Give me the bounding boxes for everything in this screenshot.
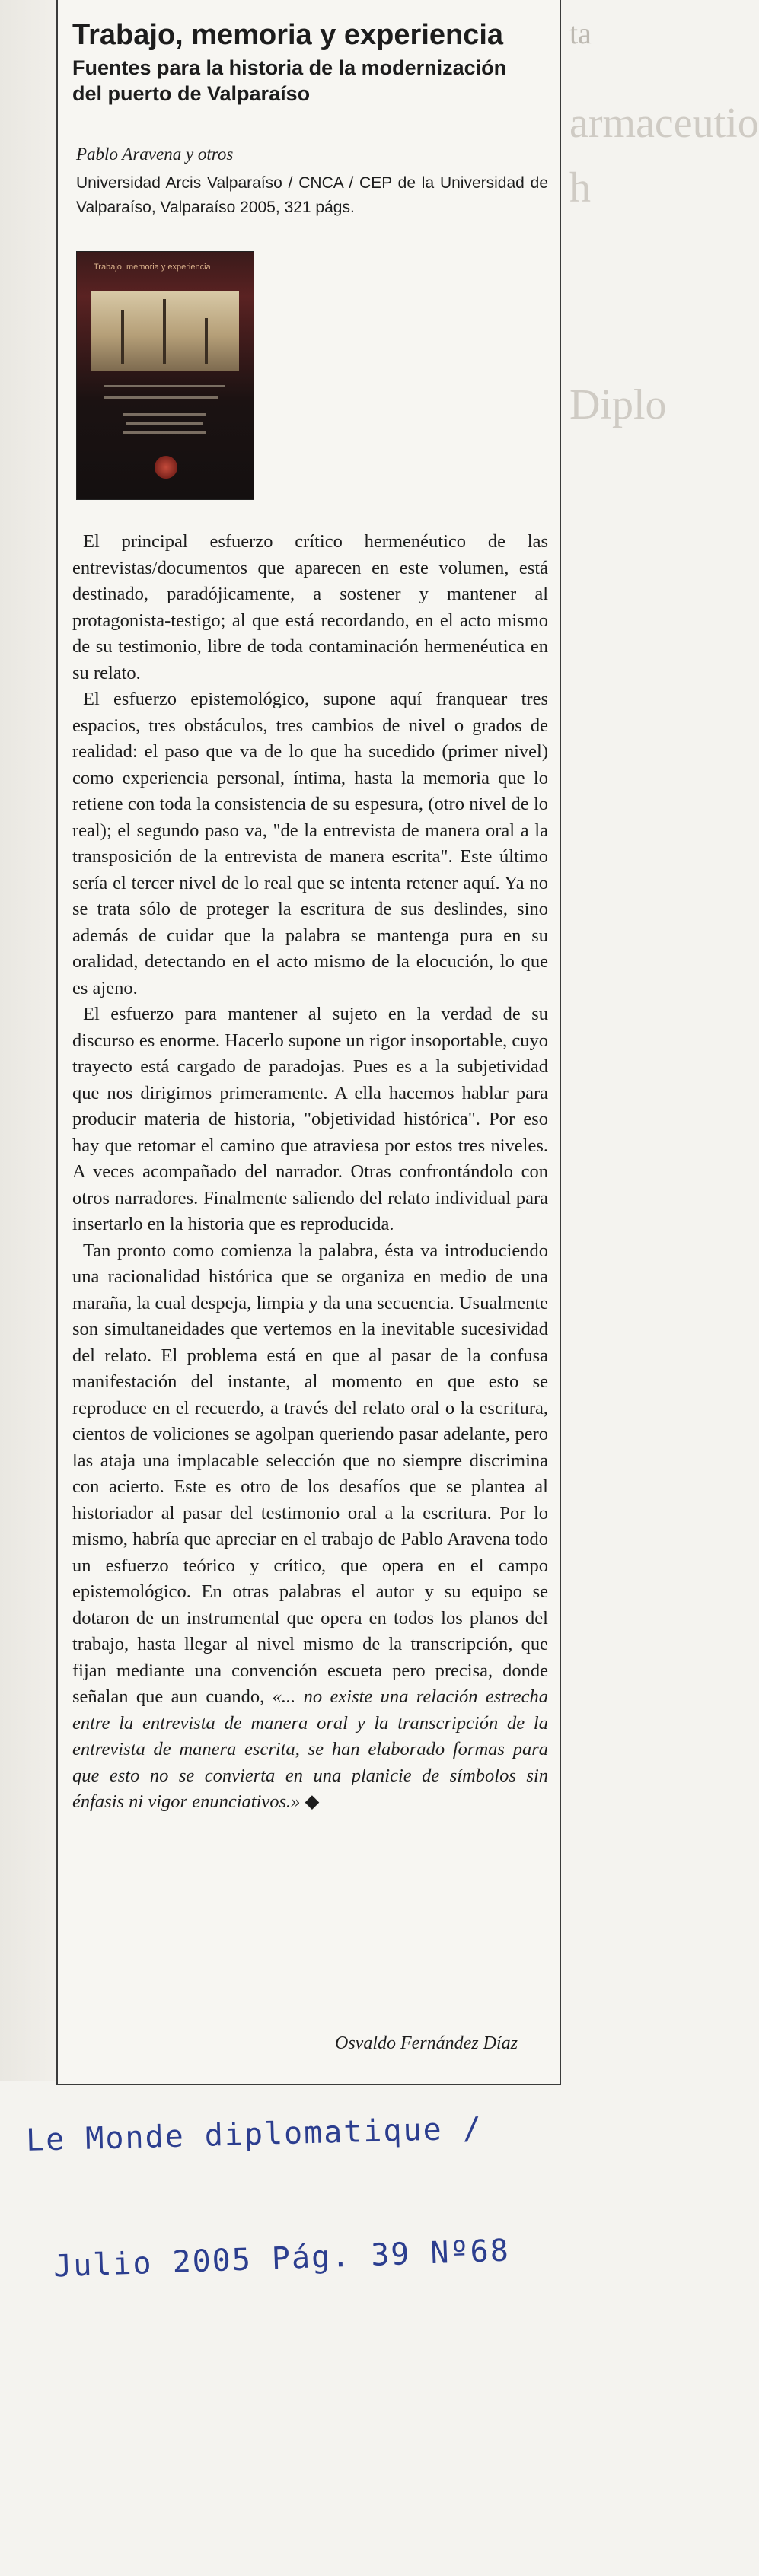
margin-ghost-text: h <box>569 164 591 212</box>
crane-shape <box>121 310 124 364</box>
cover-text-line <box>104 385 225 387</box>
crane-shape <box>205 318 208 364</box>
margin-ghost-text: ta <box>569 16 592 50</box>
book-cover-title: Trabajo, memoria y experiencia <box>94 263 211 272</box>
body-paragraph <box>72 1238 548 1816</box>
review-signature: Osvaldo Fernández Díaz <box>335 2033 518 2053</box>
margin-ghost-text: armaceutio <box>569 100 759 147</box>
publisher-logo <box>155 456 177 479</box>
cover-text-line <box>104 396 218 399</box>
article-title: Trabajo, memoria y experiencia <box>72 19 504 51</box>
article-body <box>72 529 548 1816</box>
book-publisher: Universidad Arcis Valparaíso / CNCA / CEP de la Universidad de Valparaíso, Valparaíso 2005, 321 págs. <box>76 174 548 216</box>
handwritten-source-note: Le Monde diplomatique / <box>25 2111 483 2158</box>
body-paragraph-text: Tan pronto como comienza la palabra, ésta va introduciendo una racionalidad histórica que se organiza en medio de una maraña, la cual despeja, limpia y da una secuencia. Usualmente son simultaneidades que vertemos en la inevitable sucesividad del relato. El problema está en que al pasar de la confusa manifestación del instante, al momento en que esto se reproduce en el recuerdo, a través del relato oral o la escritura, cientos de voliciones se agolpan queriendo pasar adelante, pero las ataja una implacable selección que no siempre discrimina con acierto. Este es otro de los desafíos que se plantea al historiador al pasar del testimonio oral a la escritura. Por lo mismo, habría que apreciar en el trabajo de Pablo Aravena todo un esfuerzo teórico y crítico, que opera en el campo epistemológico. En otras palabras el autor y su equipo se dotaron de un instrumental que opera en todos los planos del trabajo, hasta llegar al nivel mismo de la transcripción, que fijan mediante una convención escueta pero precisa, donde señalan que aun cuando, <box>72 1240 548 1707</box>
body-paragraph: El principal esfuerzo crítico hermenéutico de las entrevistas/documentos que aparecen en este volumen, está destinado, paradójicamente, a sostener y mantener al protagonista-testigo; al que está recordando, en el acto mismo de su testimonio, libre de toda contaminación hermenéutica en su relato. <box>72 531 548 683</box>
cover-photo <box>91 291 239 371</box>
quoted-text: «... no existe una relación estrecha entre la entrevista de manera oral y la transcripción de la entrevista de manera escrita, se han elaborado formas para que esto no se convierta en una planicie de símbolos sin énfasis ni vigor enunciativos.» <box>72 1686 548 1812</box>
crane-shape <box>163 299 166 364</box>
cover-text-line <box>126 422 203 425</box>
margin-ghost-text: Diplo <box>569 381 667 428</box>
cover-text-line <box>123 413 206 416</box>
cover-text-line <box>123 431 206 434</box>
article-subtitle: Fuentes para la historia de la modernización del puerto de Valparaíso <box>72 56 507 105</box>
book-cover-image <box>76 251 254 500</box>
body-paragraph: El esfuerzo epistemológico, supone aquí franquear tres espacios, tres obstáculos, tres cambios de nivel o grados de realidad: el paso que va de lo que ha sucedido (primer nivel) como experiencia personal, íntima, hasta la memoria que lo retiene con toda la consistencia de su espesura, (otro nivel de lo real); el segundo paso va, "de la entrevista de manera oral a la transposición de la entrevista de manera escrita". Este último sería el tercer nivel de lo real que se intenta retener aquí. Ya no se trata sólo de proteger la escritura de sus deslindes, sino además de cuidar que la palabra se mantenga pura en su oralidad, detectando en el acto mismo de la elocución, lo que es ajeno. <box>72 689 548 998</box>
body-paragraph: El esfuerzo para mantener al sujeto en la verdad de su discurso es enorme. Hacerlo supone un rigor insoportable, cuyo trayecto está cargado de paradojas. Pues es a la subjetividad que nos dirigimos primeramente. A ella hacemos hablar para producir materia de historia, "objetividad histórica". Por eso hay que retomar el camino que atraviesa por estos tres niveles. A veces acompañado del narrador. Otras confrontándolo con otros narradores. Finalmente saliendo del relato individual para insertarlo en la historia que es reproducida. <box>72 1004 548 1234</box>
end-mark: ◆ <box>305 1791 320 1812</box>
handwritten-date-note: Julio 2005 Pág. 39 Nº68 <box>53 2233 511 2285</box>
left-margin <box>0 0 56 2081</box>
book-author: Pablo Aravena y otros <box>76 145 234 164</box>
